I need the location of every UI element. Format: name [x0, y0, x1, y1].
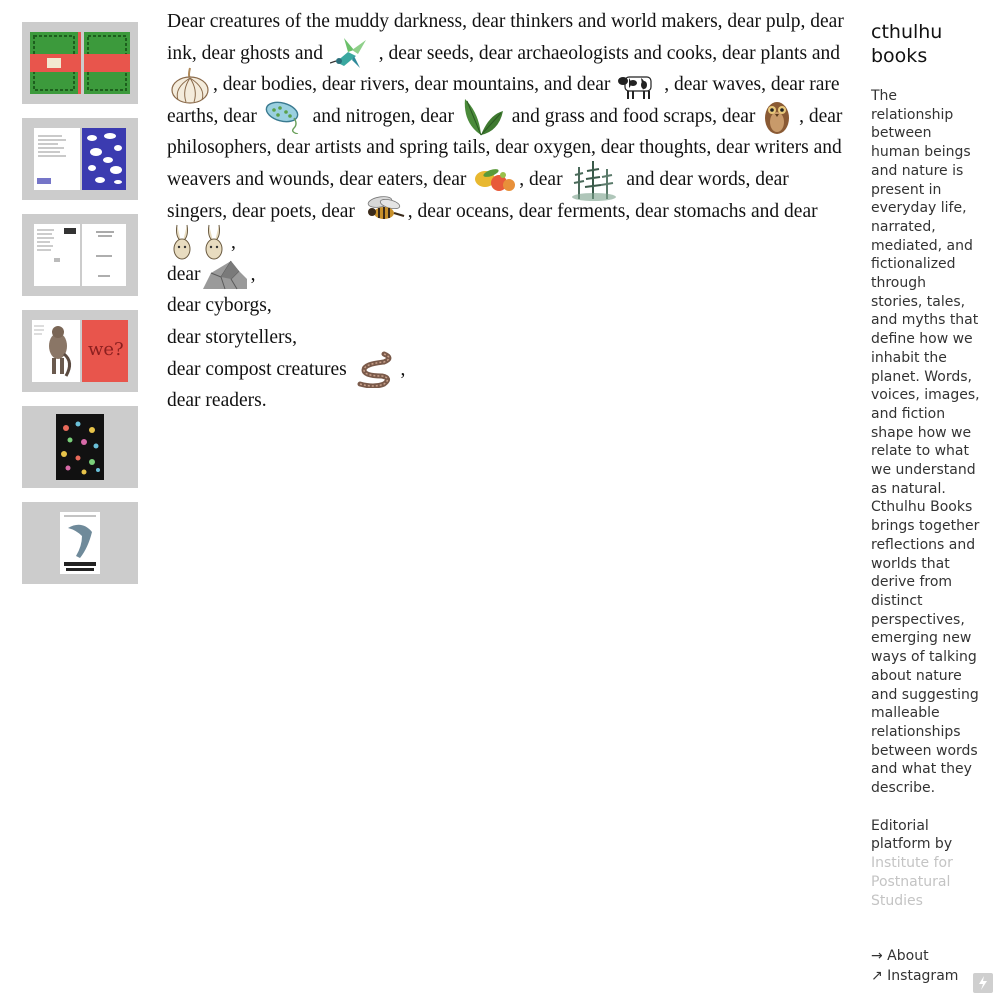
book-cover-white-text-image: [22, 214, 138, 296]
about-link[interactable]: → About: [871, 948, 929, 964]
platform-credit: [871, 817, 981, 911]
letter-segment: dear compost creatures: [167, 358, 352, 380]
sidebar: [871, 20, 981, 910]
letter-segment: dear: [167, 263, 201, 285]
garlic-icon: [169, 66, 211, 104]
letter-segment: ,: [231, 232, 236, 254]
letter-segment: Dear creatures of the muddy darkness, dear thinkers and world makers, dear pulp, dear ink, dear ghosts and: [167, 11, 844, 64]
book-thumbnail-list: [22, 22, 138, 598]
book-thumbnail-1[interactable]: [22, 22, 138, 104]
bacteria-icon: [264, 98, 306, 134]
letter-paragraph-3: dear cyborgs,: [167, 295, 272, 317]
fruit-icon: [473, 165, 517, 195]
book-thumbnail-4[interactable]: [22, 310, 138, 392]
owl-icon: [762, 96, 792, 136]
letter-segment: and dear words, dear singers, dear poets, dear: [167, 168, 789, 222]
instagram-link[interactable]: ↗ Instagram: [871, 967, 959, 984]
site-description: The relationship between human beings and nature is present in everyday life, narrated, mediated, and fictionalized through stories, tales, and myths that define how we inhabit the planet. Words, voices, images, and fiction shape how we relate to what we understand as natural. Cthulhu Books brings together reflections and worlds that derive from distinct perspectives, emerging new ways of talking about nature and suggesting malleable relationships between words and what they describe.: [871, 88, 980, 797]
svg-text:we?: we?: [88, 339, 124, 360]
book-cover-dolphin-poster-image: [22, 502, 138, 584]
hummingbird-icon: [330, 36, 372, 70]
forest-icon: [569, 159, 619, 201]
letter-segment: , dear oceans, dear ferments, dear stomachs and dear: [407, 200, 818, 222]
letter-segment: , dear waves, dear rare earths, dear: [167, 74, 840, 127]
book-thumbnail-6[interactable]: [22, 502, 138, 584]
letter-text: [167, 6, 847, 417]
book-thumbnail-3[interactable]: [22, 214, 138, 296]
letter-paragraph-1: [167, 6, 847, 259]
site-title[interactable]: cthulhu books: [871, 21, 943, 67]
bee-icon: [362, 196, 406, 226]
book-cover-lemur-we-image: [22, 310, 138, 392]
letter-paragraph-4: dear storytellers,: [167, 326, 297, 348]
book-cover-blue-animals-image: [22, 118, 138, 200]
letter-segment: , dear seeds, dear archaeologists and cooks, dear plants and: [373, 42, 841, 64]
letter-segment: , dear: [519, 168, 568, 190]
rock-icon: [201, 257, 249, 291]
book-thumbnail-2[interactable]: [22, 118, 138, 200]
book-thumbnail-5[interactable]: [22, 406, 138, 488]
letter-segment: ,: [395, 358, 406, 380]
letter-segment: and grass and food scraps, dear: [506, 105, 761, 127]
letter-paragraph-6: dear readers.: [167, 390, 267, 412]
letter-segment: ,: [250, 263, 256, 285]
letter-segment: and nitrogen, dear: [307, 105, 459, 127]
letter-segment: , dear philosophers, dear artists and spring tails, dear oxygen, dear thoughts, dear writers and weavers and wounds, dear eaters, dear: [167, 105, 843, 190]
letter-paragraph-5: [167, 354, 847, 386]
institute-link[interactable]: Institute for Postnatural Studies: [871, 855, 953, 909]
lightning-icon[interactable]: [973, 973, 993, 993]
letter-segment: , dear bodies, dear rivers, dear mountains, and dear: [213, 74, 616, 96]
leaf-icon: [461, 95, 505, 137]
book-cover-black-poster-image: [22, 406, 138, 488]
snake-icon: [354, 350, 394, 388]
book-cover-green-red-image: [22, 22, 138, 104]
letter-paragraph-2: [167, 259, 847, 291]
platform-prefix: Editorial platform by: [871, 817, 953, 853]
cow-icon: [617, 69, 657, 101]
